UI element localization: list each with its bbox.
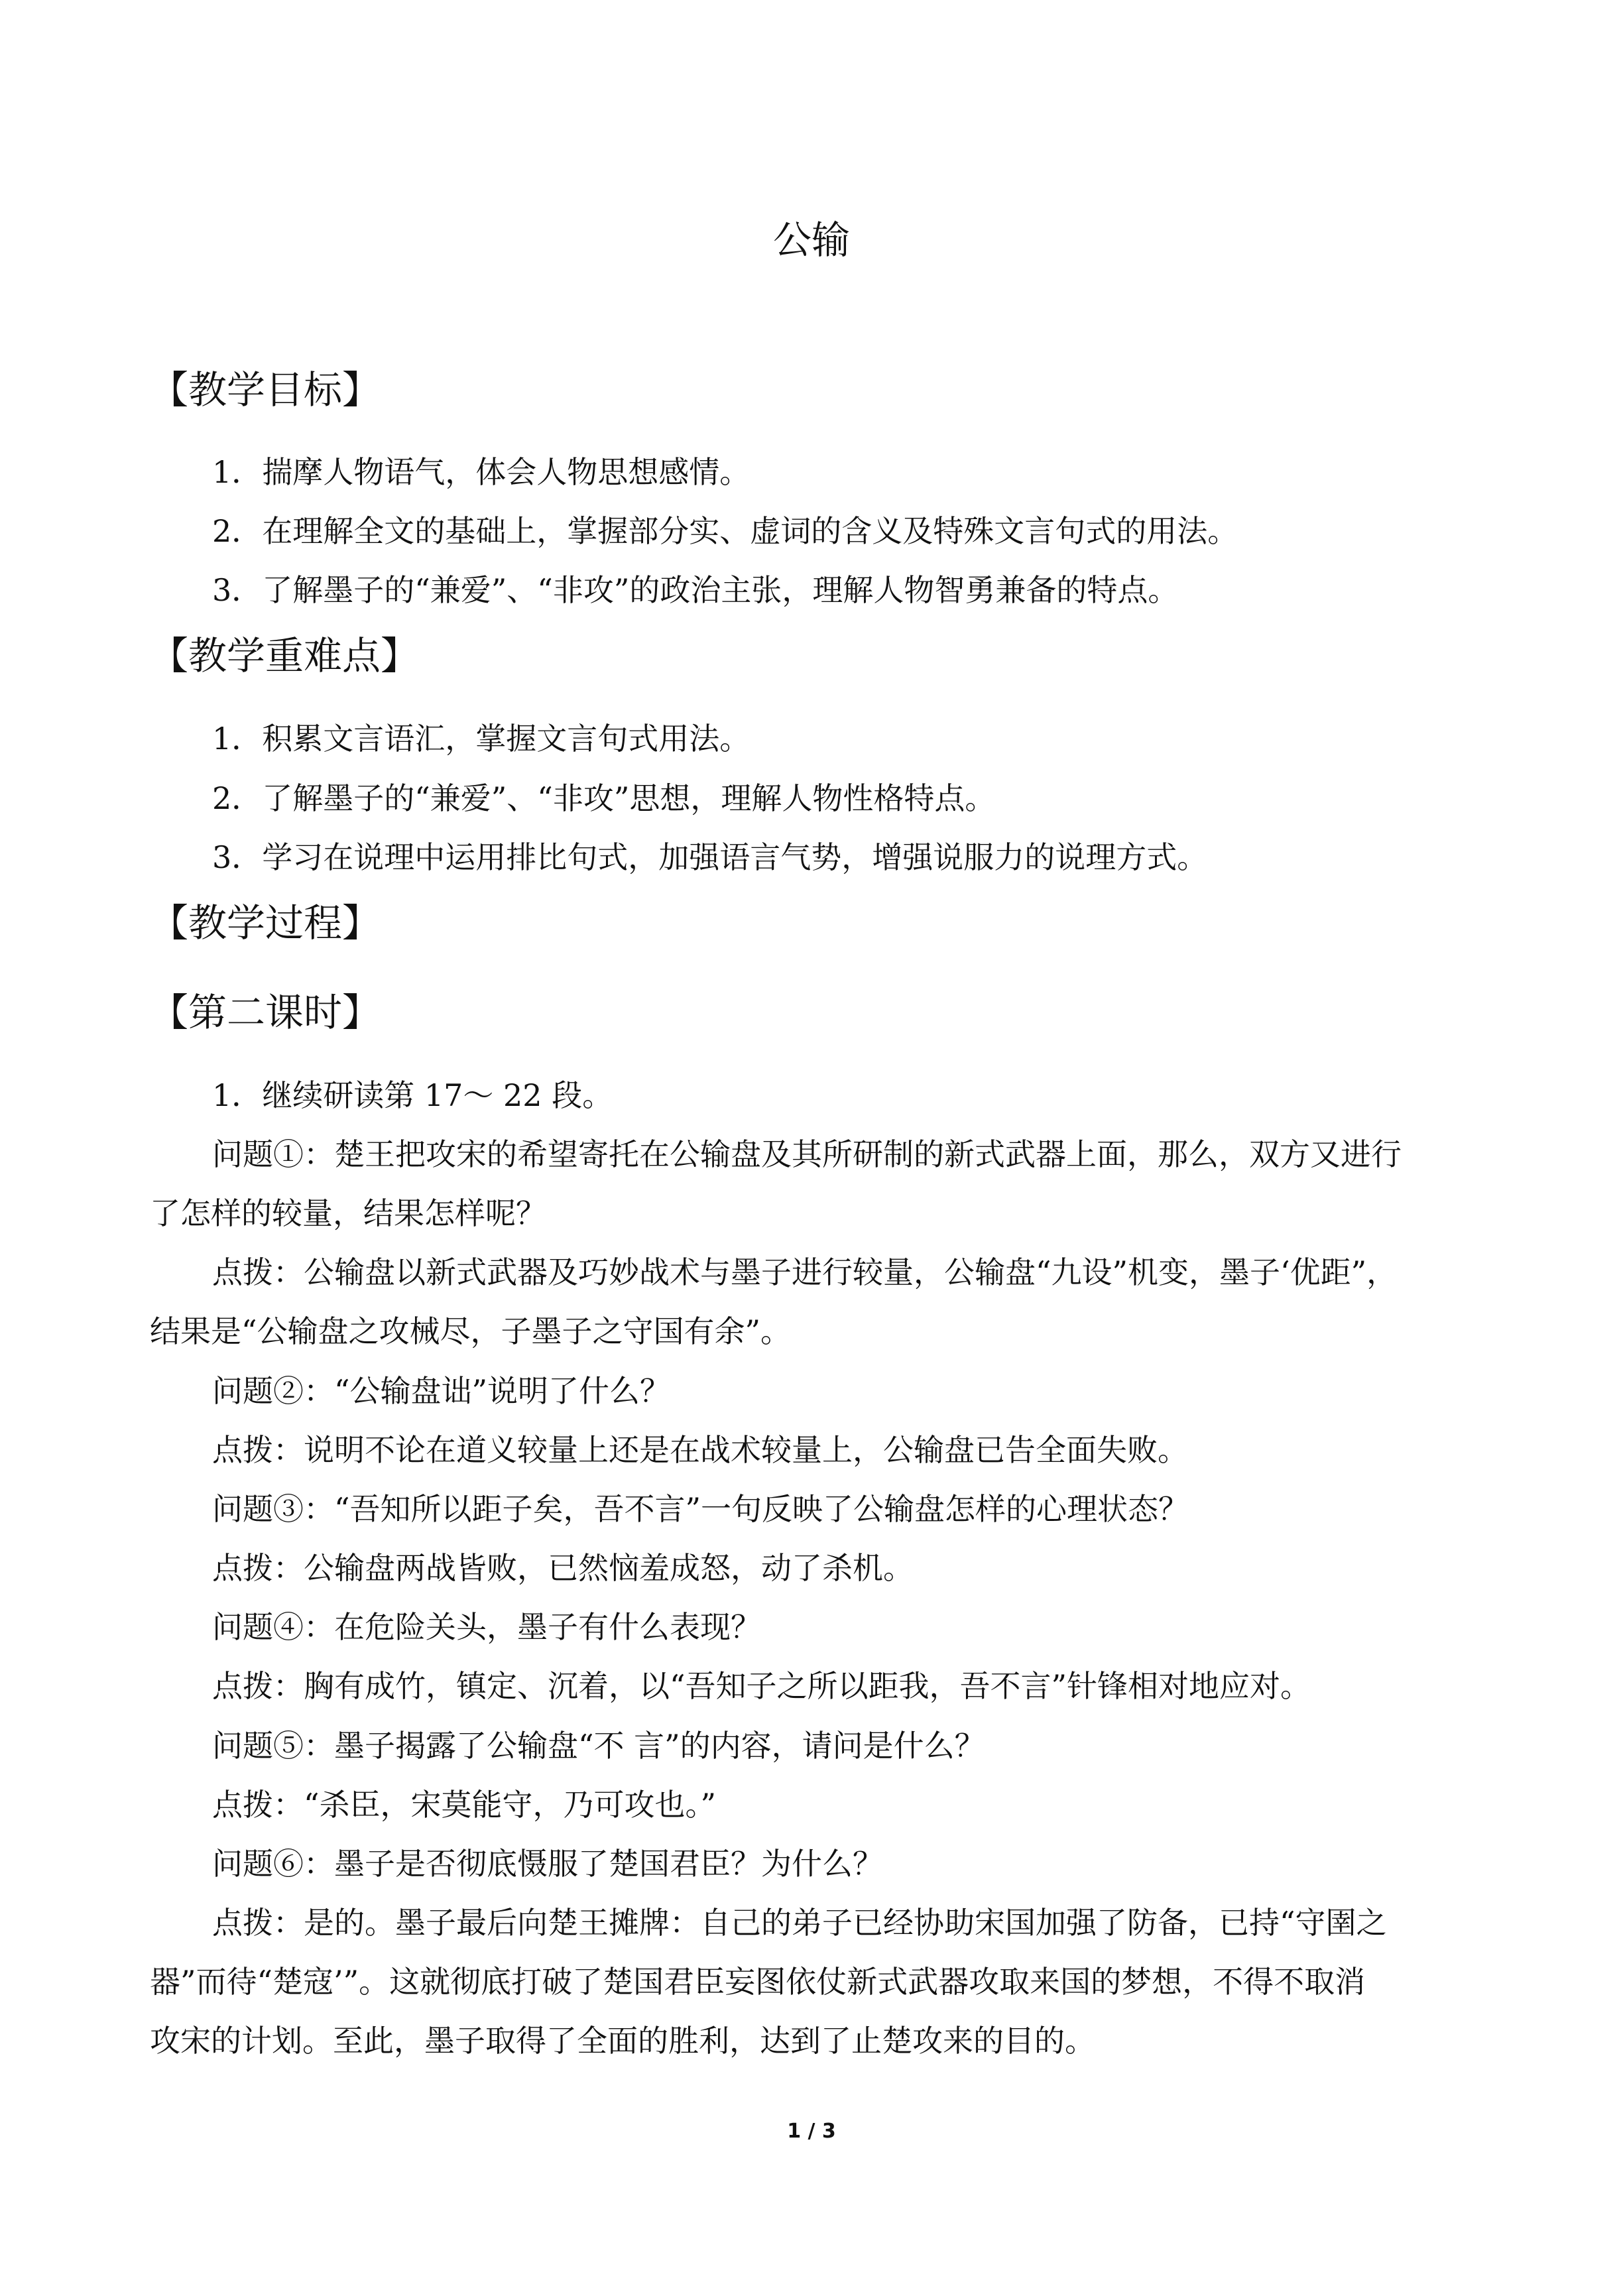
body-line: 结果是“公输盘之攻械尽，子墨子之守国有余”。 xyxy=(150,1313,792,1349)
body-line: 点拨：说明不论在道义较量上还是在战术较量上，公输盘已告全面失败。 xyxy=(212,1432,1188,1468)
body-line: 点拨：公输盘两战皆败，已然恼羞成怒，动了杀机。 xyxy=(212,1550,914,1586)
page-number: 1 / 3 xyxy=(787,2120,836,2143)
heading-objectives: 【教学目标】 xyxy=(150,367,381,412)
body-line: 点拨：是的。墨子最后向楚王摊牌：自己的弟子已经协助宋国加强了防备，已持“守圉之 xyxy=(212,1905,1387,1941)
body-line: 问题⑤：墨子揭露了公输盘“不 言”的内容，请问是什么？ xyxy=(212,1728,985,1764)
body-line: 点拨：“杀臣，宋莫能守，乃可攻也。” xyxy=(212,1787,717,1823)
heading-key-points: 【教学重难点】 xyxy=(150,633,420,678)
key-point-item: 1．积累文言语汇，掌握文言句式用法。 xyxy=(212,721,751,756)
body-line: 1．继续研读第 17～ 22 段。 xyxy=(212,1077,613,1113)
body-line: 问题⑥：墨子是否彻底慑服了楚国君臣？为什么？ xyxy=(212,1846,883,1882)
objective-item: 3．了解墨子的“兼爱”、“非攻”的政治主张，理解人物智勇兼备的特点。 xyxy=(212,572,1179,608)
body-line: 器”而待“楚寇’”。这就彻底打破了楚国君臣妄图依仗新式武器攻取来国的梦想，不得不取消 xyxy=(150,1964,1366,2000)
body-line: 问题④：在危险关头，墨子有什么表现？ xyxy=(212,1609,761,1645)
key-point-item: 3．学习在说理中运用排比句式，加强语言气势，增强说服力的说理方式。 xyxy=(212,839,1208,875)
body-line: 了怎样的较量，结果怎样呢？ xyxy=(150,1195,546,1231)
body-line: 点拨：公输盘以新式武器及巧妙战术与墨子进行较量，公输盘“九设”机变，墨子‘优距”， xyxy=(212,1254,1398,1290)
heading-process: 【教学过程】 xyxy=(150,900,381,945)
body-line: 问题②：“公输盘诎”说明了什么？ xyxy=(212,1373,671,1409)
objective-item: 1．揣摩人物语气，体会人物思想感情。 xyxy=(212,454,751,490)
page-title: 公输 xyxy=(772,217,850,263)
body-line: 问题①：楚王把攻宋的希望寄托在公输盘及其所研制的新式武器上面，那么，双方又进行 xyxy=(212,1136,1402,1172)
body-line: 问题③：“吾知所以距子矣，吾不言”一句反映了公输盘怎样的心理状态？ xyxy=(212,1491,1189,1527)
key-point-item: 2．了解墨子的“兼爱”、“非攻”思想，理解人物性格特点。 xyxy=(212,780,996,816)
body-line: 点拨：胸有成竹，镇定、沉着，以“吾知子之所以距我，吾不言”针锋相对地应对。 xyxy=(212,1668,1311,1704)
body-line: 攻宋的计划。至此，墨子取得了全面的胜利，达到了止楚攻来的目的。 xyxy=(150,2023,1095,2059)
objective-item: 2．在理解全文的基础上，掌握部分实、虚词的含义及特殊文言句式的用法。 xyxy=(212,513,1238,549)
heading-second-lesson: 【第二课时】 xyxy=(150,990,381,1035)
